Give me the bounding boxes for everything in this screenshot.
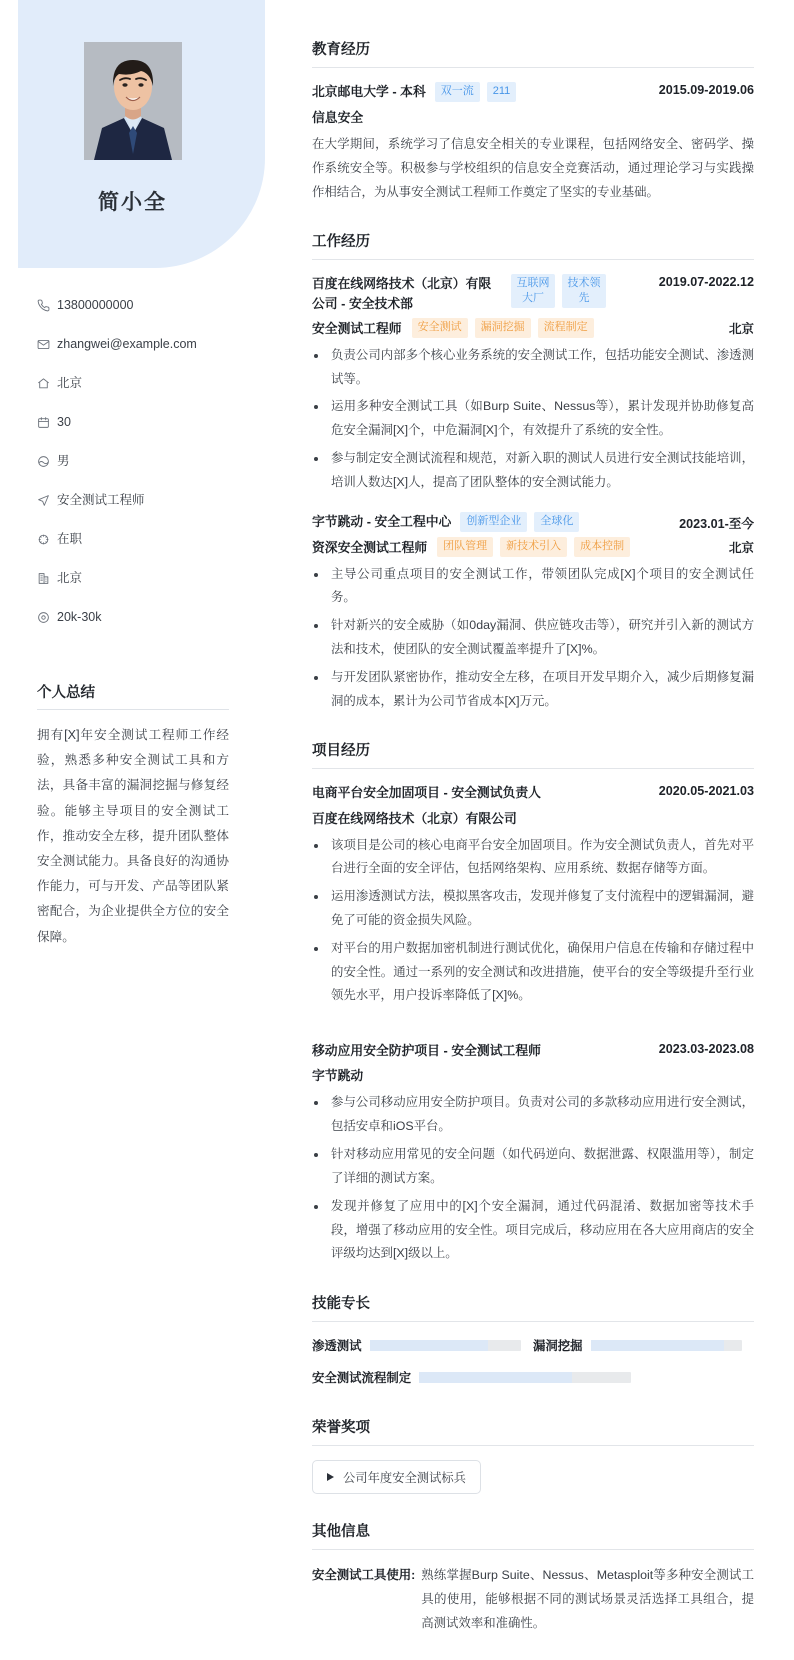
project-company: 字节跳动	[312, 1068, 364, 1084]
contact-item-salary	[37, 603, 233, 631]
work-entry-header	[312, 512, 754, 532]
skill-progress-fill	[591, 1340, 724, 1351]
other-info-title: 其他信息	[312, 1520, 754, 1550]
work-role: 资深安全测试工程师	[312, 540, 428, 556]
contact-value-phone: 13800000000	[57, 297, 134, 312]
contact-item-work-city	[37, 564, 233, 592]
work-entry-header	[312, 274, 754, 312]
contact-item-target-position	[37, 486, 233, 514]
skill-item	[312, 1368, 754, 1386]
badge-tag: 成本控制	[574, 537, 630, 557]
honor-label: 公司年度安全测试标兵	[343, 1471, 466, 1486]
list-item: 负责公司内部多个核心业务系统的安全测试工作，包括功能安全测试、渗透测试等。	[312, 344, 754, 392]
skill-name: 安全测试流程制定	[312, 1371, 412, 1386]
salary-icon	[37, 611, 57, 624]
calendar-icon	[37, 416, 57, 429]
home-icon	[37, 377, 57, 390]
skill-progress-bar	[591, 1340, 742, 1351]
work-company-tags	[511, 274, 606, 308]
main-column	[312, 0, 754, 1660]
projects-section	[312, 739, 754, 1266]
summary-section	[32, 681, 233, 950]
contact-value-status: 在职	[57, 531, 83, 546]
contact-item-status	[37, 525, 233, 553]
honor-pill[interactable]	[312, 1460, 481, 1494]
work-section	[312, 230, 754, 713]
list-item: 运用渗透测试方法，模拟黑客攻击，发现并修复了支付流程中的逻辑漏洞，避免了可能的资金损失风险。	[312, 885, 754, 933]
list-item: 参与制定安全测试流程和规范，对新入职的测试人员进行安全测试技能培训，培训人数达[X]人，提高了团队整体的安全测试能力。	[312, 447, 754, 495]
project-entry-header	[312, 783, 754, 802]
list-item: 运用多种安全测试工具（如Burp Suite、Nessus等），累计发现并协助修复高危安全漏洞[X]个，中危漏洞[X]个，有效提升了系统的安全性。	[312, 395, 754, 443]
contact-list	[32, 291, 233, 631]
other-info-value: 熟练掌握Burp Suite、Nessus、Metasploit等多种安全测试工具的使用，能够根据不同的测试场景灵活选择工具组合，提高测试效率和准确性。	[421, 1568, 754, 1630]
project-entry	[312, 1041, 754, 1266]
skills-grid	[312, 1336, 754, 1394]
work-role-row	[312, 537, 754, 557]
work-location: 北京	[728, 540, 754, 555]
badge-tag: 技术领先	[562, 274, 606, 308]
work-location: 北京	[728, 321, 754, 336]
badge-tag: 流程制定	[538, 318, 594, 338]
project-entry-header	[312, 1041, 754, 1060]
project-company: 百度在线网络技术（北京）有限公司	[312, 810, 517, 826]
work-role: 安全测试工程师	[312, 321, 402, 337]
education-entry-header	[312, 82, 754, 102]
phone-icon	[37, 299, 57, 312]
list-item: 参与公司移动应用安全防护项目。负责对公司的多款移动应用进行安全测试，包括安卓和iOS平台。	[312, 1091, 754, 1139]
education-entry	[312, 82, 754, 204]
gender-icon	[37, 455, 57, 468]
list-item: 该项目是公司的核心电商平台安全加固项目。作为安全测试负责人，首先对平台进行全面的安全评估，包括网络架构、应用系统、数据存储等方面。	[312, 834, 754, 882]
envelope-icon	[37, 338, 57, 351]
skill-item	[533, 1336, 754, 1354]
contact-value-gender: 男	[57, 453, 70, 468]
work-title: 工作经历	[312, 230, 754, 260]
education-major: 信息安全	[312, 109, 364, 125]
page-title: 简小全	[98, 191, 167, 214]
work-role-row	[312, 318, 754, 338]
badge-tag: 双一流	[435, 82, 480, 102]
list-item: 针对新兴的安全威胁（如0day漏洞、供应链攻击等），研究并引入新的测试方法和技术，使团队的安全测试覆盖率提升了[X]%。	[312, 614, 754, 662]
contact-item-gender	[37, 447, 233, 475]
work-bullets	[312, 344, 754, 495]
work-date: 2019.07-2022.12	[658, 275, 754, 290]
work-role-tags	[437, 537, 630, 557]
project-name: 移动应用安全防护项目 - 安全测试工程师	[312, 1043, 541, 1059]
contact-item-phone	[37, 291, 233, 319]
contact-item-email	[37, 330, 233, 358]
contact-value-age: 30	[57, 414, 71, 429]
contact-value-work-city: 北京	[57, 570, 83, 585]
work-company: 字节跳动 - 安全工程中心	[312, 513, 452, 529]
project-date: 2020.05-2021.03	[658, 784, 754, 799]
project-name: 电商平台安全加固项目 - 安全测试负责人	[312, 785, 541, 801]
target-icon	[37, 494, 57, 507]
skill-name: 渗透测试	[312, 1339, 362, 1354]
project-entry	[312, 783, 754, 1008]
contact-value-hometown: 北京	[57, 375, 83, 390]
portrait-photo-icon	[84, 42, 182, 160]
list-item: 对平台的用户数据加密机制进行测试优化，确保用户信息在传输和存储过程中的安全性。通过一系列的安全测试和改进措施，使平台的安全等级提升至行业领先水平，用户投诉率降低了[X]%。	[312, 937, 754, 1008]
badge-tag: 漏洞挖掘	[475, 318, 531, 338]
badge-tag: 团队管理	[437, 537, 493, 557]
work-bullets	[312, 563, 754, 714]
education-school: 北京邮电大学 - 本科	[312, 84, 426, 99]
list-item: 主导公司重点项目的安全测试工作，带领团队完成[X]个项目的安全测试任务。	[312, 563, 754, 611]
building-icon	[37, 572, 57, 585]
contact-value-salary: 20k-30k	[57, 609, 102, 624]
list-item: 与开发团队紧密协作，推动安全左移，在项目开发早期介入，减少后期修复漏洞的成本，累计为公司节省成本[X]万元。	[312, 666, 754, 714]
play-triangle-icon	[327, 1473, 334, 1481]
education-tags	[435, 82, 517, 102]
skill-name: 漏洞挖掘	[533, 1339, 583, 1354]
work-role-tags	[412, 318, 594, 338]
contact-item-age	[37, 408, 233, 436]
badge-tag: 全球化	[534, 512, 579, 532]
other-info-section	[312, 1520, 754, 1635]
education-title: 教育经历	[312, 38, 754, 68]
contact-item-hometown	[37, 369, 233, 397]
avatar	[84, 42, 182, 160]
other-info-row	[312, 1564, 754, 1635]
skill-progress-bar	[370, 1340, 521, 1351]
skill-item	[312, 1336, 533, 1354]
honors-list	[312, 1460, 754, 1494]
projects-title: 项目经历	[312, 739, 754, 769]
sidebar	[0, 0, 265, 1454]
summary-body: 拥有[X]年安全测试工程师工作经验，熟悉多种安全测试工具和方法，具备丰富的漏洞挖掘与修复经验。能够主导项目的安全测试工作，推动安全左移，提升团队整体安全测试能力。具备良好的沟通协作能力，可与开发、产品等团队紧密配合，为企业提供全方位的安全保障。	[37, 728, 229, 944]
education-date: 2015.09-2019.06	[658, 83, 754, 97]
badge-tag: 新技术引入	[500, 537, 567, 557]
contact-value-email: zhangwei@example.com	[57, 336, 197, 351]
badge-tag: 互联网大厂	[511, 274, 555, 308]
work-company-tags	[460, 512, 579, 532]
skill-progress-fill	[370, 1340, 488, 1351]
education-description: 在大学期间，系统学习了信息安全相关的专业课程，包括网络安全、密码学、操作系统安全等。积极参与学校组织的信息安全竞赛活动，通过理论学习与实践操作相结合，为从事安全测试工程师工作奠定了坚实的专业基础。	[312, 136, 754, 199]
honors-section	[312, 1416, 754, 1494]
education-section	[312, 38, 754, 204]
skills-section	[312, 1292, 754, 1394]
work-entry	[312, 274, 754, 494]
work-company: 百度在线网络技术（北京）有限公司 - 安全技术部	[312, 276, 492, 311]
contact-value-target-position: 安全测试工程师	[57, 492, 145, 507]
list-item: 针对移动应用常见的安全问题（如代码逆向、数据泄露、权限滥用等），制定了详细的测试方案。	[312, 1143, 754, 1191]
work-entry	[312, 512, 754, 714]
badge-tag: 创新型企业	[460, 512, 527, 532]
summary-title: 个人总结	[37, 681, 229, 710]
avatar-wrapper	[32, 0, 233, 160]
project-bullets	[312, 834, 754, 1009]
skill-progress-bar	[419, 1372, 631, 1383]
other-info-label: 安全测试工具使用:	[312, 1568, 416, 1583]
project-date: 2023.03-2023.08	[658, 1042, 754, 1057]
skills-title: 技能专长	[312, 1292, 754, 1322]
badge-tag: 211	[487, 82, 517, 102]
project-bullets	[312, 1091, 754, 1266]
honors-title: 荣誉奖项	[312, 1416, 754, 1446]
status-icon	[37, 533, 57, 546]
badge-tag: 安全测试	[412, 318, 468, 338]
work-date: 2023.01-至今	[679, 516, 754, 531]
skill-progress-fill	[419, 1372, 572, 1383]
list-item: 发现并修复了应用中的[X]个安全漏洞，通过代码混淆、数据加密等技术手段，增强了移动应用的安全性。项目完成后，移动应用在各大应用商店的安全评级均达到[X]级以上。	[312, 1195, 754, 1266]
